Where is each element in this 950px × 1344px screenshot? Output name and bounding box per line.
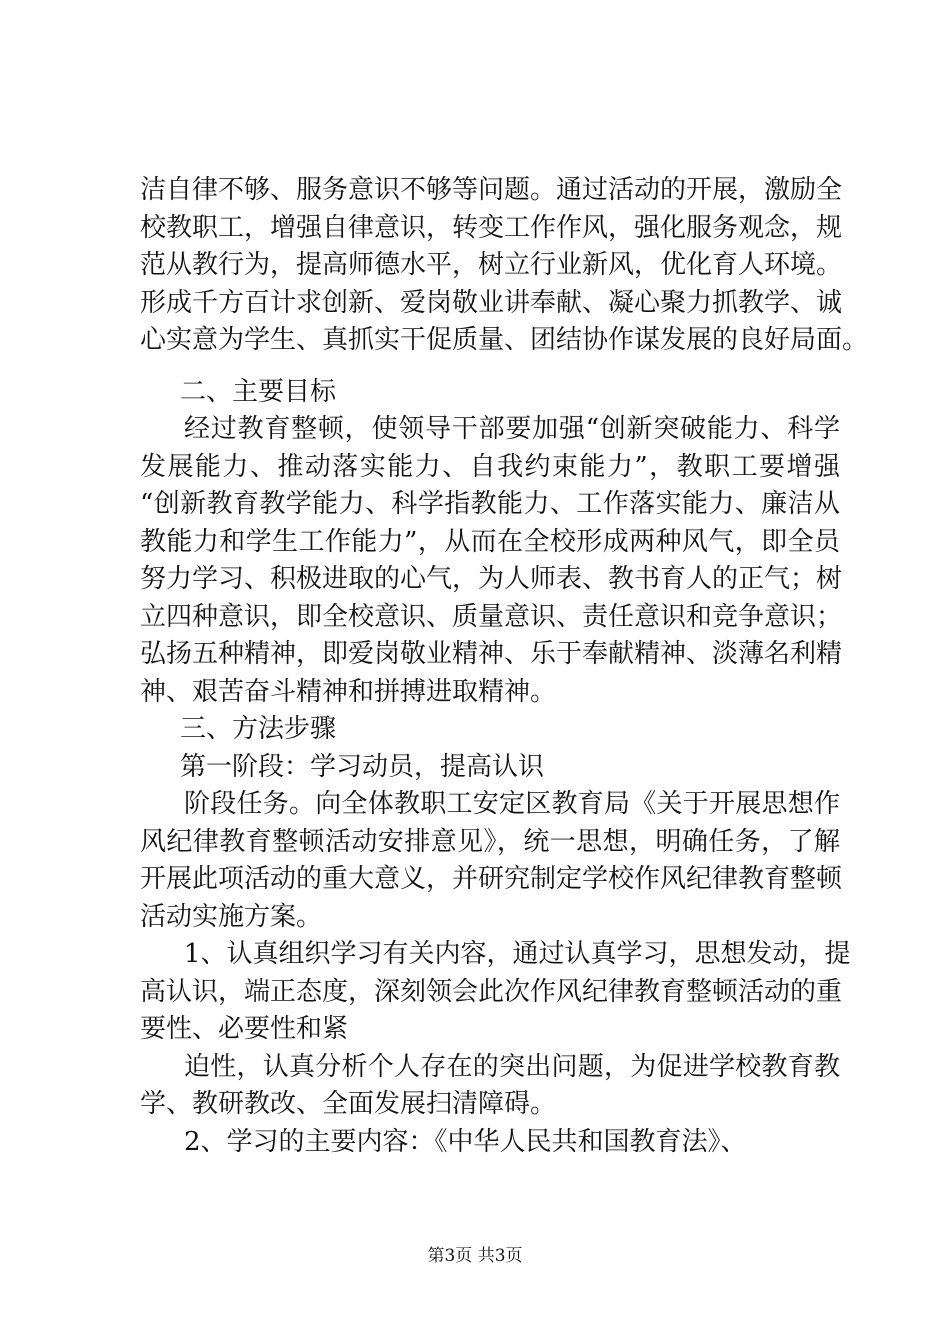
page-number-footer: 第3页 共3页 <box>427 1246 523 1266</box>
text-line: 阶段任务。向全体教职工安定区教育局《关于开展思想作 <box>184 789 840 819</box>
stage-heading: 第一阶段：学习动员，提高认识 <box>180 751 545 782</box>
text-line: 发展能力、推动落实能力、自我约束能力”，教职工要增强 <box>140 451 840 482</box>
text-line: “创新教育教学能力、科学指教能力、工作落实能力、廉洁从 <box>140 489 840 519</box>
text-line: 立四种意识，即全校意识、质量意识、责任意识和竞争意识； <box>140 601 843 632</box>
text-line: 形成千方百计求创新、爱岗敬业讲奉献、凝心聚力抓教学、诚 <box>140 287 843 318</box>
document-body <box>140 172 869 1161</box>
text-line: 开展此项活动的重大意义，并研究制定学校作风纪律教育整顿 <box>140 864 843 894</box>
text-line: 教能力和学生工作能力”，从而在全校形成两种风气，即全员 <box>140 526 840 557</box>
text-line: 高认识，端正态度，深刻领会此次作风纪律教育整顿活动的重 <box>140 976 843 1007</box>
text-line: 心实意为学生、真抓实干促质量、团结协作谋发展的良好局面。 <box>140 325 869 355</box>
text-line: 要性、必要性和紧 <box>140 1014 349 1044</box>
text-line: 迫性，认真分析个人存在的突出问题，为促进学校教育教 <box>184 1051 840 1082</box>
text-line: 校教职工，增强自律意识，转变工作作风，强化服务观念，规 <box>140 212 843 243</box>
text-line: 弘扬五种精神，即爱岗敬业精神、乐于奉献精神、淡薄名利精 <box>140 639 843 669</box>
text-line: 活动实施方案。 <box>140 901 323 932</box>
text-line: 经过教育整顿，使领导干部要加强“创新突破能力、科学 <box>184 414 840 444</box>
paragraph-gap <box>140 360 840 374</box>
text-line: 神、艰苦奋斗精神和拼搏进取精神。 <box>140 676 557 707</box>
section-heading: 三、方法步骤 <box>180 714 337 744</box>
text-line: 洁自律不够、服务意识不够等问题。通过活动的开展，激励全 <box>140 175 843 205</box>
text-line: 努力学习、积极进取的心气，为人师表、教书育人的正气；树 <box>140 564 843 594</box>
text-line: 风纪律教育整顿活动安排意见》，统一思想，明确任务，了解 <box>140 826 840 857</box>
text-line: 范从教行为，提高师德水平，树立行业新风，优化育人环境。 <box>140 250 843 280</box>
text-line: 1、认真组织学习有关内容，通过认真学习，思想发动，提 <box>184 939 851 969</box>
section-heading: 二、主要目标 <box>180 376 337 407</box>
text-line: 2、学习的主要内容：《中华人民共和国教育法》、 <box>184 1126 747 1157</box>
text-line: 学、教研教改、全面发展扫清障碍。 <box>140 1089 557 1119</box>
